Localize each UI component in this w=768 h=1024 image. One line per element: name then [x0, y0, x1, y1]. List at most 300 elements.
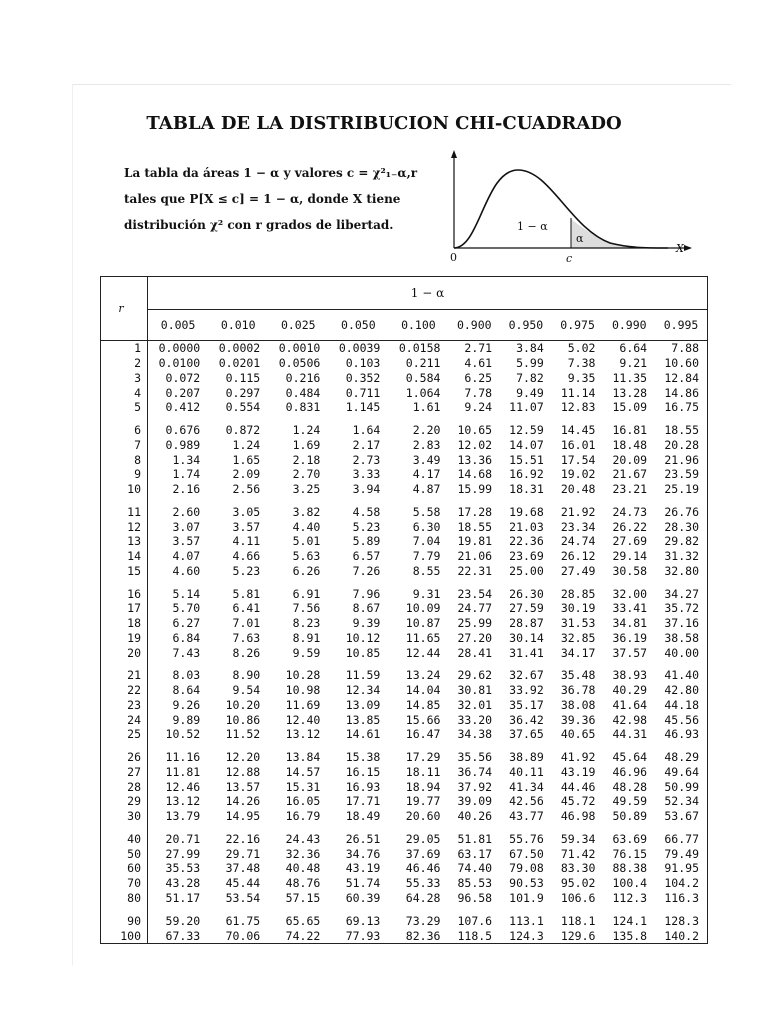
table-cell: 107.6 — [457, 913, 493, 928]
intro-line-2: tales que P[X ≤ c] = 1 − α, donde X tiene — [124, 192, 401, 206]
table-cell: 7.78 — [464, 385, 493, 400]
table-cell: 63.69 — [612, 831, 648, 846]
table-cell: 104.2 — [655, 876, 707, 891]
table-cell: 113.1 — [509, 913, 544, 928]
table-cell: 40.00 — [655, 645, 707, 660]
row-header-r: r — [101, 277, 148, 341]
table-cell: 8.55 — [412, 563, 441, 578]
table-cell: 90.53 — [509, 876, 544, 891]
table-row — [101, 794, 708, 809]
table-cell: 16.01 — [560, 437, 596, 452]
table-cell: 9.39 — [352, 616, 381, 631]
table-cell: 31.32 — [655, 549, 707, 564]
table-cell: 3.33 — [352, 467, 381, 482]
row-label-r: 19 — [101, 631, 148, 646]
row-label-r: 28 — [101, 779, 148, 794]
table-cell: 21.92 — [560, 504, 596, 519]
table-cell: 41.64 — [612, 697, 648, 712]
table-cell: 23.21 — [612, 482, 648, 497]
table-cell: 15.38 — [345, 750, 381, 765]
table-cell: 17.54 — [560, 452, 596, 467]
table-cell: 38.89 — [509, 750, 544, 765]
table-cell: 40.48 — [285, 861, 321, 876]
table-cell: 39.36 — [560, 712, 596, 727]
spacer-cell — [101, 578, 148, 586]
table-cell: 13.24 — [405, 668, 441, 683]
table-cell: 27.99 — [165, 846, 201, 861]
table-cell: 63.17 — [457, 846, 493, 861]
row-label-r: 3 — [101, 371, 148, 386]
table-cell: 5.99 — [516, 356, 544, 371]
table-cell: 40.26 — [457, 809, 493, 824]
table-cell: 4.07 — [172, 549, 201, 564]
table-cell: 10.20 — [225, 697, 261, 712]
table-cell: 19.81 — [457, 534, 493, 549]
table-cell: 6.26 — [292, 563, 321, 578]
table-cell: 22.16 — [225, 831, 261, 846]
table-cell: 3.49 — [412, 452, 441, 467]
column-header: 0.005 — [148, 310, 209, 341]
table-cell: 35.17 — [509, 697, 544, 712]
table-cell: 12.34 — [345, 683, 381, 698]
table-cell: 14.68 — [457, 467, 493, 482]
column-header: 0.950 — [500, 310, 552, 341]
table-cell: 43.19 — [345, 861, 381, 876]
group-spacer — [101, 742, 708, 750]
table-cell: 3.94 — [352, 482, 381, 497]
table-cell: 33.92 — [509, 683, 544, 698]
table-row — [101, 467, 708, 482]
table-cell: 0.0010 — [278, 341, 321, 356]
table-cell: 10.60 — [655, 356, 707, 371]
table-cell: 18.49 — [345, 809, 381, 824]
table-row — [101, 601, 708, 616]
table-cell: 5.23 — [232, 563, 261, 578]
table-row — [101, 505, 708, 520]
table-cell: 0.0201 — [218, 356, 261, 371]
column-header: 0.975 — [552, 310, 604, 341]
table-row — [101, 668, 708, 683]
table-row — [101, 400, 708, 415]
table-cell: 17.28 — [457, 504, 493, 519]
table-cell: 3.07 — [172, 519, 201, 534]
table-cell: 118.1 — [560, 913, 596, 928]
table-cell: 67.33 — [148, 928, 209, 943]
row-label-r: 12 — [101, 519, 148, 534]
table-cell: 38.08 — [560, 697, 596, 712]
table-cell: 15.99 — [457, 482, 493, 497]
row-label-r: 27 — [101, 765, 148, 780]
table-cell: 19.02 — [560, 467, 596, 482]
table-cell: 57.15 — [285, 890, 321, 905]
table-cell: 2.56 — [232, 482, 261, 497]
table-cell: 2.83 — [412, 437, 441, 452]
table-cell: 32.67 — [509, 668, 544, 683]
table-cell: 8.67 — [352, 601, 381, 616]
table-cell: 5.63 — [292, 549, 321, 564]
table-body — [101, 341, 708, 944]
table-cell: 49.59 — [612, 794, 648, 809]
table-cell: 13.36 — [457, 452, 493, 467]
critical-value-label: c — [566, 252, 573, 265]
column-header: 0.010 — [208, 310, 268, 341]
row-label-r: 8 — [101, 452, 148, 467]
table-cell: 23.69 — [509, 549, 544, 564]
table-cell: 24.74 — [560, 534, 596, 549]
tail-label: α — [576, 232, 584, 245]
table-cell: 34.81 — [612, 616, 648, 631]
table-row — [101, 891, 708, 906]
spacer-cell — [148, 415, 708, 423]
table-cell: 46.96 — [612, 764, 648, 779]
table-cell: 0.352 — [345, 370, 381, 385]
table-cell: 38.93 — [612, 668, 648, 683]
table-cell: 21.06 — [457, 549, 493, 564]
table-cell: 13.28 — [612, 385, 648, 400]
table-cell: 124.1 — [612, 913, 648, 928]
table-cell: 67.50 — [509, 846, 544, 861]
table-cell: 12.83 — [560, 400, 596, 415]
table-cell: 118.5 — [448, 928, 500, 943]
row-label-r: 21 — [101, 668, 148, 683]
table-cell: 45.64 — [612, 750, 648, 765]
table-cell: 25.00 — [509, 563, 544, 578]
row-label-r: 70 — [101, 876, 148, 891]
table-cell: 11.69 — [285, 697, 321, 712]
table-cell: 45.72 — [560, 794, 596, 809]
table-cell: 5.14 — [172, 586, 201, 601]
table-cell: 5.58 — [412, 504, 441, 519]
table-cell: 43.28 — [165, 876, 201, 891]
table-cell: 91.95 — [655, 861, 707, 876]
table-cell: 15.51 — [509, 452, 544, 467]
table-cell: 59.20 — [165, 913, 201, 928]
table-cell: 6.84 — [172, 630, 201, 645]
table-cell: 88.38 — [612, 861, 648, 876]
table-cell: 3.05 — [232, 504, 261, 519]
row-label-r: 7 — [101, 438, 148, 453]
table-cell: 6.27 — [172, 616, 201, 631]
table-cell: 10.85 — [345, 645, 381, 660]
table-cell: 12.44 — [405, 645, 441, 660]
table-cell: 9.54 — [232, 683, 261, 698]
table-row — [101, 809, 708, 824]
table-cell: 20.28 — [655, 438, 707, 453]
column-header: 0.100 — [388, 310, 448, 341]
table-cell: 0.0000 — [158, 341, 201, 356]
table-cell: 27.69 — [612, 534, 648, 549]
table-cell: 116.3 — [655, 891, 707, 906]
table-cell: 20.48 — [560, 482, 596, 497]
row-label-r: 2 — [101, 356, 148, 371]
table-cell: 11.81 — [165, 764, 201, 779]
x-axis-label: X — [676, 242, 684, 255]
spacer-cell — [148, 660, 708, 668]
spacer-cell — [148, 578, 708, 586]
table-cell: 30.81 — [457, 683, 493, 698]
table-cell: 112.3 — [612, 890, 648, 905]
table-cell: 8.03 — [172, 668, 201, 683]
table-row — [101, 683, 708, 698]
table-cell: 50.99 — [655, 779, 707, 794]
table-cell: 27.20 — [457, 630, 493, 645]
table-cell: 66.77 — [655, 832, 707, 847]
table-cell: 9.89 — [172, 712, 201, 727]
table-cell: 0.103 — [345, 356, 381, 371]
table-cell: 19.68 — [509, 504, 544, 519]
row-label-r: 25 — [101, 727, 148, 742]
table-cell: 4.11 — [232, 534, 261, 549]
table-row — [101, 534, 708, 549]
table-cell: 43.19 — [560, 764, 596, 779]
table-cell: 16.75 — [655, 400, 707, 415]
table-cell: 20.71 — [165, 831, 201, 846]
table-cell: 23.54 — [457, 586, 493, 601]
table-cell: 18.31 — [509, 482, 544, 497]
spacer-cell — [101, 905, 148, 913]
table-cell: 11.65 — [405, 630, 441, 645]
table-cell: 6.91 — [292, 586, 321, 601]
table-cell: 33.20 — [457, 712, 493, 727]
table-cell: 64.28 — [405, 890, 441, 905]
table-cell: 16.93 — [345, 779, 381, 794]
table-cell: 32.01 — [457, 697, 493, 712]
table-cell: 2.16 — [172, 482, 201, 497]
table-cell: 31.53 — [560, 616, 596, 631]
table-cell: 2.20 — [412, 423, 441, 438]
table-cell: 32.80 — [655, 564, 707, 579]
table-cell: 10.09 — [405, 601, 441, 616]
table-cell: 1.24 — [232, 437, 261, 452]
table-cell: 0.484 — [285, 385, 321, 400]
row-label-r: 24 — [101, 712, 148, 727]
table-row — [101, 876, 708, 891]
table-cell: 76.15 — [612, 846, 648, 861]
table-cell: 37.69 — [405, 846, 441, 861]
table-cell: 29.82 — [655, 534, 707, 549]
table-cell: 17.29 — [405, 750, 441, 765]
table-cell: 14.86 — [655, 385, 707, 400]
row-label-r: 17 — [101, 601, 148, 616]
table-cell: 0.872 — [225, 423, 261, 438]
table-cell: 7.56 — [292, 601, 321, 616]
table-row — [101, 564, 708, 579]
table-row — [101, 586, 708, 601]
table-cell: 4.66 — [232, 549, 261, 564]
row-label-r: 16 — [101, 586, 148, 601]
table-cell: 35.72 — [655, 601, 707, 616]
table-cell: 10.52 — [165, 727, 201, 742]
table-cell: 0.297 — [225, 385, 261, 400]
table-cell: 10.65 — [457, 423, 493, 438]
table-cell: 22.36 — [509, 534, 544, 549]
table-cell: 12.88 — [225, 764, 261, 779]
table-cell: 40.11 — [509, 764, 544, 779]
table-cell: 9.35 — [567, 370, 596, 385]
table-cell: 36.19 — [612, 630, 648, 645]
table-cell: 51.17 — [165, 890, 201, 905]
table-cell: 24.43 — [285, 831, 321, 846]
table-cell: 42.98 — [612, 712, 648, 727]
table-cell: 13.12 — [165, 794, 201, 809]
table-cell: 0.711 — [345, 385, 381, 400]
table-cell: 1.65 — [232, 452, 261, 467]
table-cell: 14.04 — [405, 683, 441, 698]
table-cell: 0.676 — [165, 423, 201, 438]
table-cell: 7.38 — [567, 356, 596, 371]
table-cell: 13.79 — [165, 809, 201, 824]
table-row — [101, 928, 708, 943]
table-cell: 51.81 — [457, 831, 493, 846]
table-cell: 0.0100 — [158, 356, 201, 371]
chi-square-density-figure — [440, 148, 700, 268]
table-cell: 0.584 — [405, 370, 441, 385]
table-cell: 37.48 — [225, 861, 261, 876]
table-cell: 5.01 — [292, 534, 321, 549]
table-cell: 12.20 — [225, 750, 261, 765]
table-cell: 29.71 — [225, 846, 261, 861]
table-cell: 17.71 — [345, 794, 381, 809]
table-cell: 2.73 — [352, 452, 381, 467]
table-cell: 2.71 — [464, 341, 493, 356]
table-cell: 1.064 — [405, 385, 441, 400]
spacer-cell — [101, 742, 148, 750]
table-cell: 44.46 — [560, 779, 596, 794]
table-cell: 18.11 — [405, 764, 441, 779]
table-cell: 0.216 — [285, 370, 321, 385]
table-row — [101, 645, 708, 660]
row-label-r: 80 — [101, 891, 148, 906]
table-cell: 0.115 — [225, 370, 261, 385]
table-cell: 19.77 — [405, 794, 441, 809]
table-cell: 16.47 — [405, 727, 441, 742]
group-spacer — [101, 497, 708, 505]
table-cell: 73.29 — [405, 913, 441, 928]
table-cell: 0.0002 — [218, 341, 261, 356]
column-header: 0.050 — [328, 310, 388, 341]
table-cell: 11.07 — [509, 400, 544, 415]
table-cell: 25.99 — [457, 616, 493, 631]
table-cell: 14.95 — [225, 809, 261, 824]
table-cell: 7.43 — [172, 645, 201, 660]
spacer-cell — [148, 497, 708, 505]
table-cell: 7.96 — [352, 586, 381, 601]
table-cell: 10.98 — [285, 683, 321, 698]
spacer-cell — [101, 497, 148, 505]
table-cell: 96.58 — [457, 890, 493, 905]
table-row — [101, 712, 708, 727]
row-label-r: 4 — [101, 385, 148, 400]
intro-line-1: La tabla da áreas 1 − α y valores c = χ²₁₋α,r — [124, 166, 418, 180]
table-cell: 6.64 — [619, 341, 648, 356]
table-cell: 2.60 — [172, 504, 201, 519]
spacer-cell — [148, 742, 708, 750]
table-cell: 11.52 — [225, 727, 261, 742]
row-label-r: 11 — [101, 505, 148, 520]
table-cell: 50.89 — [612, 809, 648, 824]
table-cell: 7.01 — [232, 616, 261, 631]
table-cell: 30.19 — [560, 601, 596, 616]
table-cell: 55.76 — [509, 831, 544, 846]
table-cell: 9.24 — [464, 400, 493, 415]
table-cell: 26.22 — [612, 519, 648, 534]
row-label-r: 5 — [101, 400, 148, 415]
table-row — [101, 371, 708, 386]
row-label-r: 40 — [101, 832, 148, 847]
table-cell: 13.57 — [225, 779, 261, 794]
table-cell: 36.42 — [509, 712, 544, 727]
table-row — [101, 341, 708, 356]
table-cell: 37.16 — [655, 616, 707, 631]
table-cell: 18.55 — [655, 423, 707, 438]
table-cell: 1.64 — [352, 423, 381, 438]
table-cell: 5.02 — [567, 341, 596, 356]
table-cell: 26.30 — [509, 586, 544, 601]
table-cell: 79.49 — [655, 846, 707, 861]
table-cell: 1.74 — [172, 467, 201, 482]
table-cell: 45.44 — [225, 876, 261, 891]
table-cell: 13.85 — [345, 712, 381, 727]
column-header: 0.025 — [268, 310, 328, 341]
table-cell: 0.554 — [225, 400, 261, 415]
table-cell: 15.66 — [405, 712, 441, 727]
table-cell: 12.46 — [165, 779, 201, 794]
row-label-r: 22 — [101, 683, 148, 698]
table-cell: 60.39 — [345, 890, 381, 905]
table-cell: 0.0039 — [338, 341, 381, 356]
table-row — [101, 423, 708, 438]
table-cell: 30.58 — [612, 563, 648, 578]
table-cell: 71.42 — [560, 846, 596, 861]
table-cell: 0.0506 — [278, 356, 321, 371]
table-cell: 0.412 — [165, 400, 201, 415]
table-cell: 12.59 — [509, 423, 544, 438]
table-row — [101, 438, 708, 453]
table-cell: 59.34 — [560, 831, 596, 846]
table-row — [101, 519, 708, 534]
table-cell: 9.59 — [292, 645, 321, 660]
row-label-r: 1 — [101, 341, 148, 356]
table-cell: 0.211 — [405, 356, 441, 371]
table-cell: 4.60 — [172, 563, 201, 578]
table-cell: 29.05 — [405, 831, 441, 846]
table-row — [101, 385, 708, 400]
table-cell: 4.40 — [292, 519, 321, 534]
table-cell: 26.51 — [345, 831, 381, 846]
table-cell: 82.36 — [388, 928, 448, 943]
table-cell: 24.77 — [457, 601, 493, 616]
table-cell: 16.15 — [345, 764, 381, 779]
table-cell: 100.4 — [612, 876, 648, 891]
page-title: TABLA DE LA DISTRIBUCION CHI-CUADRADO — [146, 113, 622, 134]
table-cell: 37.92 — [457, 779, 493, 794]
table-cell: 35.53 — [165, 861, 201, 876]
table-cell: 6.41 — [232, 601, 261, 616]
table-cell: 1.145 — [345, 400, 381, 415]
table-cell: 11.14 — [560, 385, 596, 400]
spacer-cell — [148, 824, 708, 832]
table-cell: 42.56 — [509, 794, 544, 809]
table-cell: 9.26 — [172, 697, 201, 712]
table-cell: 14.45 — [560, 423, 596, 438]
table-cell: 8.26 — [232, 645, 261, 660]
table-cell: 128.3 — [655, 913, 707, 928]
table-cell: 4.61 — [464, 356, 493, 371]
intro-line-3: distribución χ² con r grados de libertad. — [124, 218, 394, 232]
table-cell: 61.75 — [225, 913, 261, 928]
spacer-cell — [101, 415, 148, 423]
group-header-1-minus-alpha: 1 − α — [148, 277, 708, 310]
